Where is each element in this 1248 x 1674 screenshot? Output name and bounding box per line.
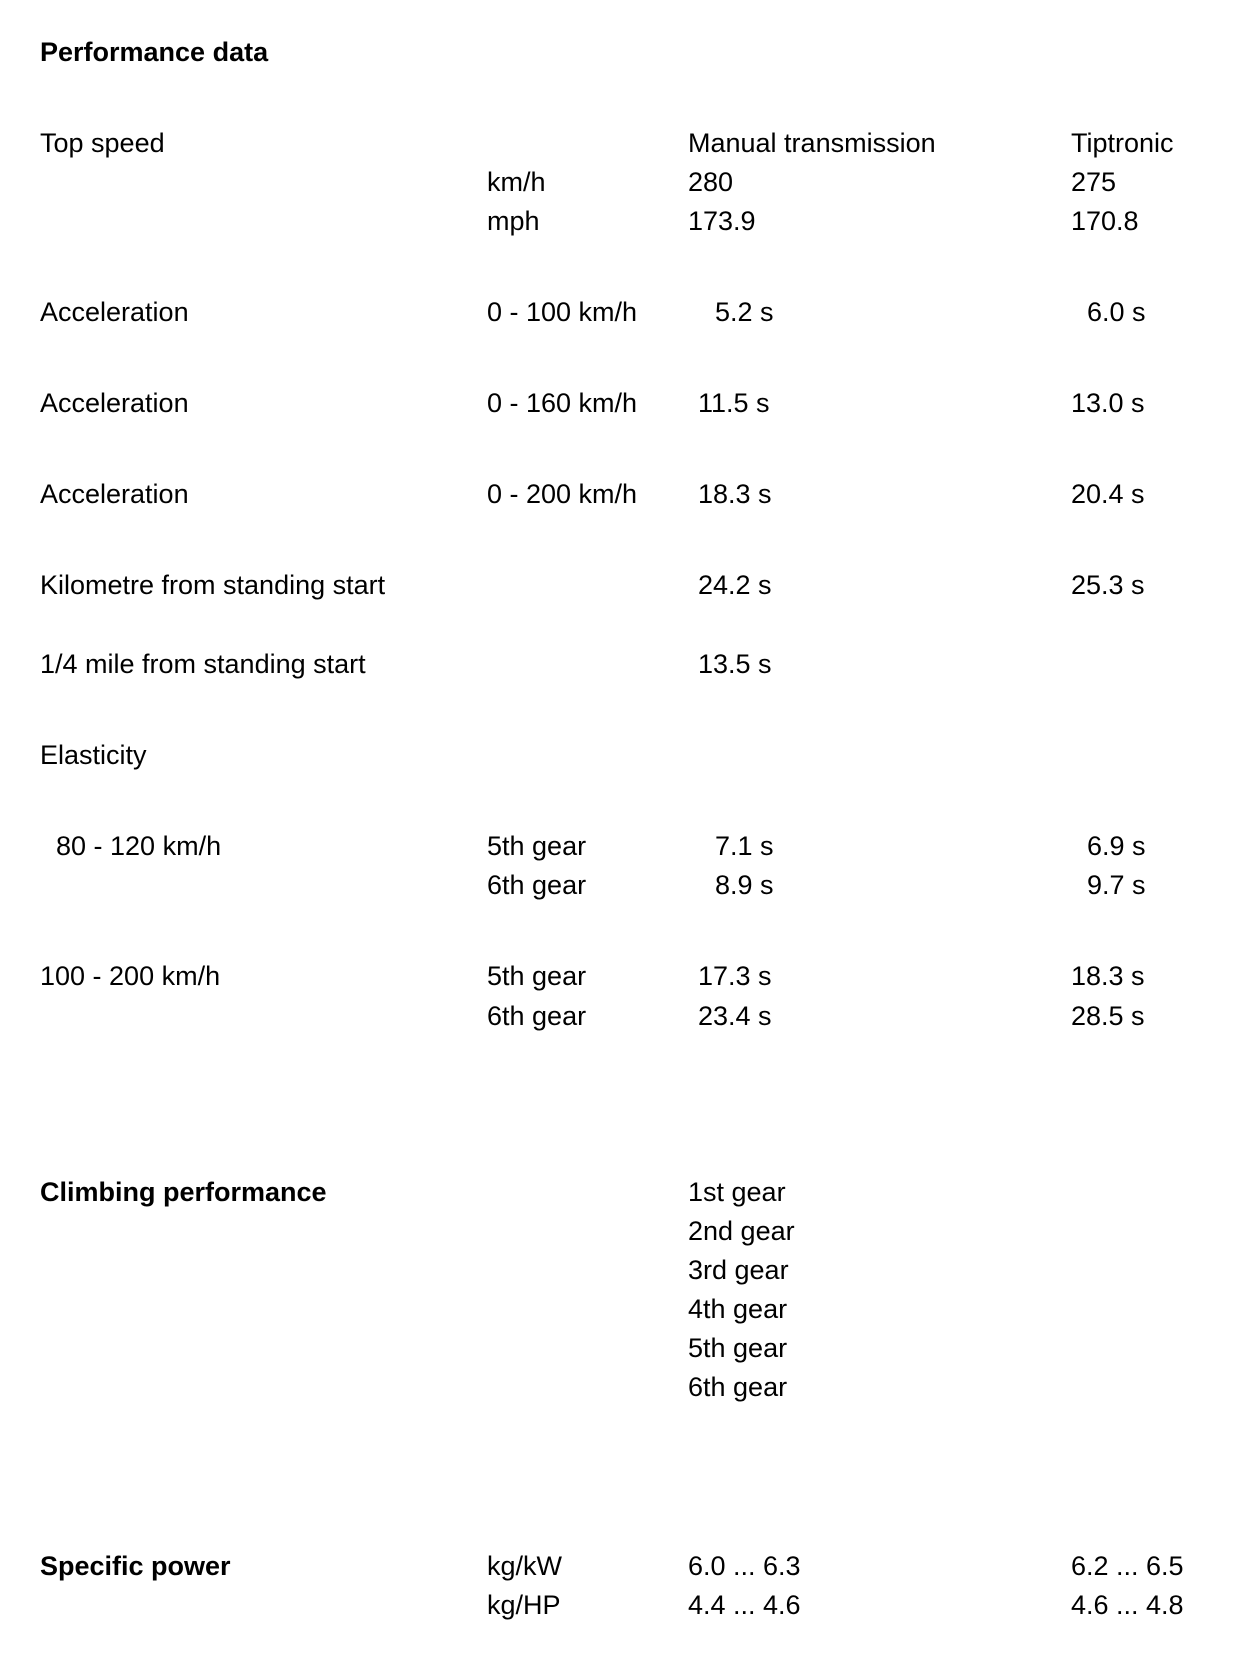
unit-kg-kw: kg/kW (487, 1551, 563, 1581)
elasticity-manual: 17.3 s (698, 961, 772, 991)
acceleration-range: 0 - 100 km/h (487, 297, 638, 327)
elasticity-tiptronic: 6.9 s (1087, 831, 1146, 861)
quarter-mile-manual: 13.5 s (698, 649, 772, 679)
acceleration-range: 0 - 160 km/h (487, 388, 638, 418)
climbing-gear: 3rd gear (688, 1255, 789, 1285)
specific-power-manual: 6.0 ... 6.3 (688, 1551, 801, 1581)
top-speed-tiptronic-kmh: 275 (1071, 167, 1117, 197)
specific-power-tiptronic: 6.2 ... 6.5 (1071, 1551, 1184, 1581)
climbing-gear: 1st gear (688, 1177, 786, 1207)
top-speed-tiptronic-mph: 170.8 (1071, 206, 1139, 236)
climbing-label: Climbing performance (40, 1177, 327, 1207)
elasticity-manual: 23.4 s (698, 1001, 772, 1031)
elasticity-tiptronic: 9.7 s (1087, 870, 1146, 900)
specific-power-label: Specific power (40, 1551, 231, 1581)
climbing-gear: 4th gear (688, 1294, 788, 1324)
elasticity-gear: 5th gear (487, 961, 587, 991)
elasticity-gear: 5th gear (487, 831, 587, 861)
climbing-gear: 6th gear (688, 1372, 788, 1402)
acceleration-tiptronic: 20.4 s (1071, 479, 1145, 509)
acceleration-manual: 11.5 s (698, 388, 770, 418)
acceleration-label: Acceleration (40, 388, 189, 418)
acceleration-label: Acceleration (40, 479, 189, 509)
quarter-mile-label: 1/4 mile from standing start (40, 649, 366, 679)
page-title: Performance data (40, 37, 269, 67)
elasticity-range: 100 - 200 km/h (40, 961, 221, 991)
top-speed-manual-kmh: 280 (688, 167, 734, 197)
unit-mph: mph (487, 206, 540, 236)
climbing-gear: 5th gear (688, 1333, 788, 1363)
acceleration-manual: 18.3 s (698, 479, 772, 509)
column-header-manual: Manual transmission (688, 128, 936, 158)
elasticity-range: 80 - 120 km/h (56, 831, 222, 861)
specific-power-tiptronic: 4.6 ... 4.8 (1071, 1590, 1184, 1620)
elasticity-manual: 7.1 s (715, 831, 774, 861)
acceleration-manual: 5.2 s (715, 297, 774, 327)
kilometre-manual: 24.2 s (698, 570, 772, 600)
specific-power-manual: 4.4 ... 4.6 (688, 1590, 801, 1620)
climbing-gear: 2nd gear (688, 1216, 795, 1246)
acceleration-tiptronic: 13.0 s (1071, 388, 1145, 418)
elasticity-tiptronic: 28.5 s (1071, 1001, 1145, 1031)
acceleration-tiptronic: 6.0 s (1087, 297, 1146, 327)
unit-kg-hp: kg/HP (487, 1590, 561, 1620)
kilometre-tiptronic: 25.3 s (1071, 570, 1145, 600)
top-speed-manual-mph: 173.9 (688, 206, 756, 236)
top-speed-label: Top speed (40, 128, 165, 158)
elasticity-manual: 8.9 s (715, 870, 774, 900)
elasticity-gear: 6th gear (487, 870, 587, 900)
elasticity-tiptronic: 18.3 s (1071, 961, 1145, 991)
elasticity-label: Elasticity (40, 740, 147, 770)
column-header-tiptronic: Tiptronic (1071, 128, 1174, 158)
acceleration-range: 0 - 200 km/h (487, 479, 638, 509)
kilometre-label: Kilometre from standing start (40, 570, 386, 600)
acceleration-label: Acceleration (40, 297, 189, 327)
elasticity-gear: 6th gear (487, 1001, 587, 1031)
unit-kmh: km/h (487, 167, 546, 197)
